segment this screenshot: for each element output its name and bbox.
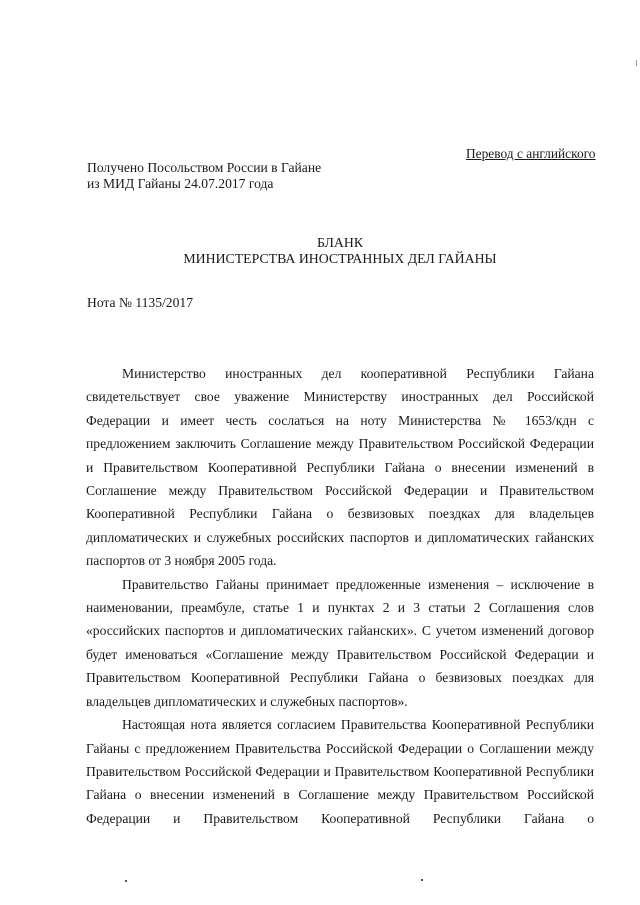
received-line-1: Получено Посольством России в Гайане xyxy=(87,160,322,175)
translation-note: Перевод с английского xyxy=(466,146,596,161)
heading-line-2: МИНИСТЕРСТВА ИНОСТРАННЫХ ДЕЛ ГАЙАНЫ xyxy=(183,251,497,266)
paragraph-2: Правительство Гайаны принимает предложенные изменения – исключение в наименовании, преамбуле, статье 1 и пунктах 2 и 3 статьи 2 Соглашения слов «российских паспортов и дипломатических гайанских». С учетом изменений договор будет именоваться «Соглашение между Правительством Российской Федерации и Правительством Кооперативной Республики Гайана о безвизовых поездках для владельцев дипломатических и служебных паспортов». xyxy=(86,576,594,709)
heading-line-1: БЛАНК xyxy=(316,235,364,250)
received-line-2: из МИД Гайаны 24.07.2017 года xyxy=(87,176,274,191)
scan-speck xyxy=(125,880,127,882)
paragraph-1: Министерство иностранных дел кооперативной Республики Гайана свидетельствует свое уважение Министерству иностранных дел Российской Федерации и имеет честь сослаться на ноту Министерства № 1653/кдн с предложением заключить Соглашение между Правительством Российской Федерации и Правительством Кооперативной Республики Гайана о внесении изменений в Соглашение между Правительством Российской Федерации и Правительством Кооперативной Республики Гайана о безвизовых поездках для владельцев дипломатических и служебных российских паспортов и дипломатических гайанских паспортов от 3 ноября 2005 года. xyxy=(86,366,594,569)
scan-speck xyxy=(636,60,637,66)
paragraph-3: Настоящая нота является согласием Правительства Кооперативной Республики Гайаны с предложением Правительства Российской Федерации о Соглашении между Правительством Российской Федерации и Правительством Кооперативной Республики Гайана о внесении изменений в Соглашение между Правительством Российской Федерации и Правительством Кооперативной Республики Гайана о xyxy=(86,717,594,826)
note-number: Нота № 1135/2017 xyxy=(87,295,193,310)
scan-speck xyxy=(421,879,423,881)
received-stamp xyxy=(87,160,321,192)
letterhead-heading xyxy=(0,235,640,267)
note-body xyxy=(86,362,594,830)
